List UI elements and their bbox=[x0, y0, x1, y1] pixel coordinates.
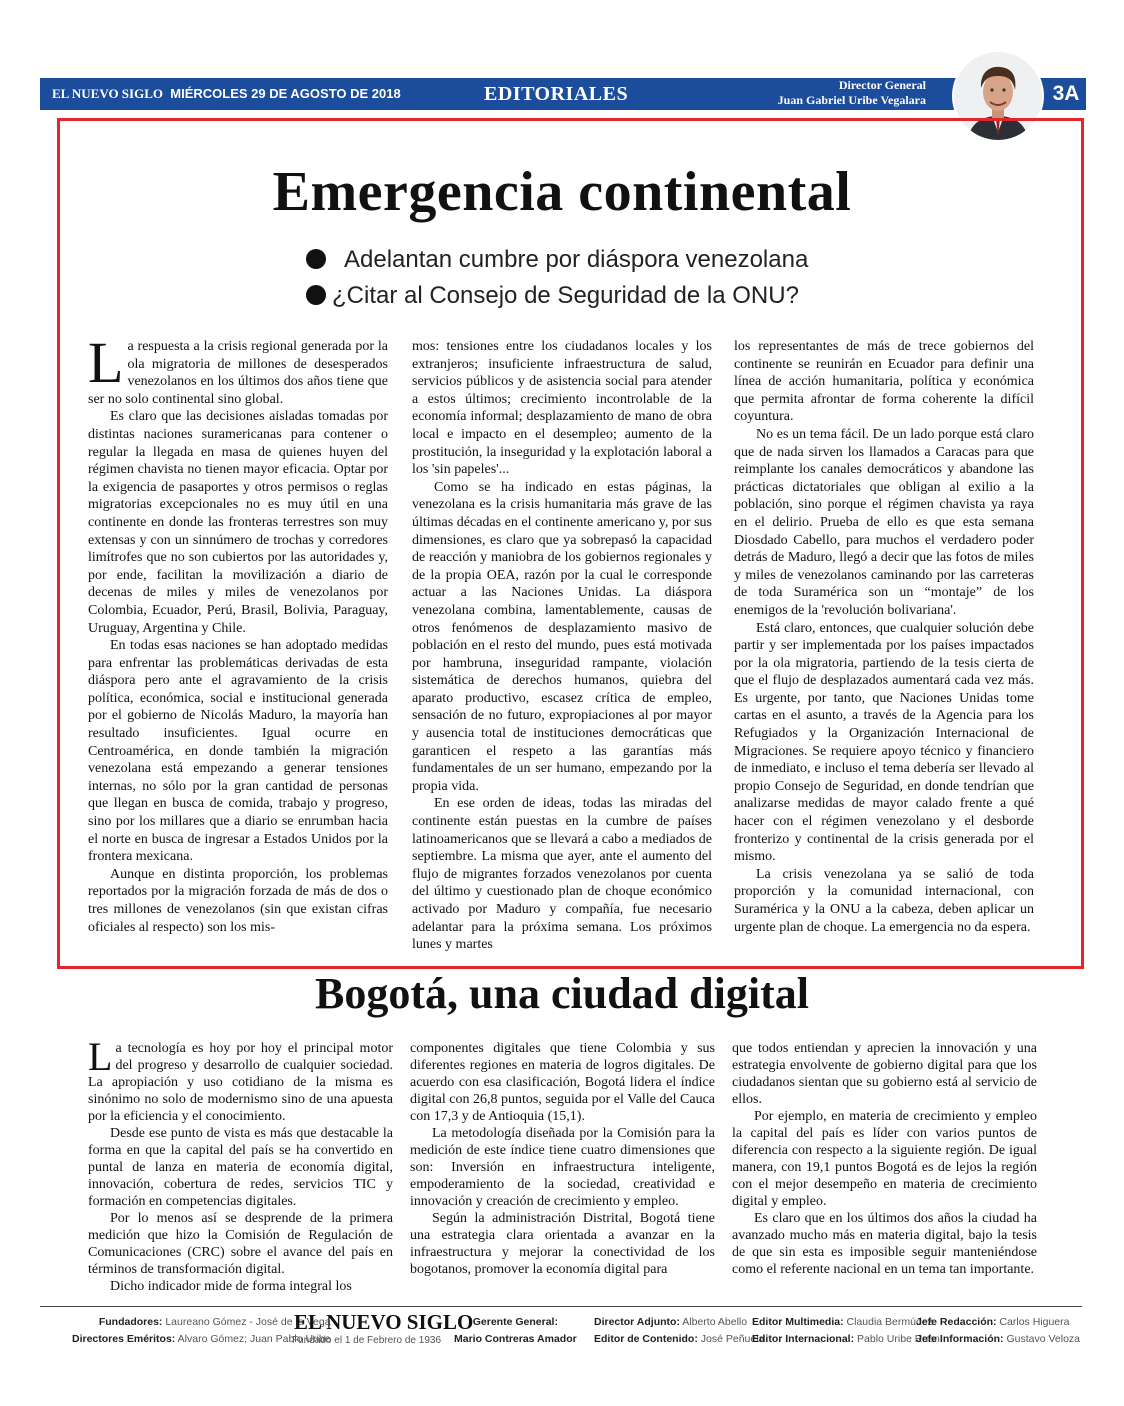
article-1-column-1 bbox=[88, 330, 388, 936]
drop-cap: L bbox=[88, 1034, 113, 1079]
paragraph: La respuesta a la crisis regional generada por la ola migratoria de millones de desesperados venezolanos en los últimos dos años tiene que ser no solo continental sino global. bbox=[88, 330, 388, 407]
director-name: Juan Gabriel Uribe Vegalara bbox=[777, 93, 926, 107]
bullet-item: Adelantan cumbre por diáspora venezolana bbox=[306, 242, 808, 278]
paragraph: Aunque en distinta proporción, los problemas reportados por la migración forzada de más de dos o tres millones de venezolanos (sin que existan cifras oficiales al respecto) son los mis- bbox=[88, 866, 388, 935]
article-1-column-3 bbox=[734, 338, 1034, 936]
paragraph: En todas esas naciones se han adoptado medidas para enfrentar las problemáticas derivadas de esta diáspora pero ante el agravamiento de la crisis política, económica, social e institucional generada por el gobierno de Nicolás Maduro, la mayoría han resultado insuficientes. Igual ocurre en Centroamérica, en donde también la migración venezolana está empezando a generar tensiones internas, no sólo por la gran cantidad de personas que llegan en busca de comida, trabajo y progreso, sino por los millares que a diario se enrumban hacia el norte en busca de ingresar a Estados Unidos por la frontera mexicana. bbox=[88, 638, 388, 865]
article-1-title: Emergencia continental bbox=[272, 161, 852, 223]
paragraph: Según la administración Distrital, Bogotá tiene una estrategia clara orientada a avanzar en la infraestructura y mejorar la conectividad de los bogotanos, promover la economía digital para bbox=[410, 1211, 715, 1277]
paragraph: La metodología diseñada por la Comisión para la medición de este índice tiene cuatro dimensiones que son: Inversión en infraestructura inteligente, empoderamiento de la sociedad, creatividad e innovación y creación de crecimiento y empleo. bbox=[410, 1126, 715, 1209]
page-number: 3A bbox=[1052, 82, 1080, 105]
drop-cap: L bbox=[88, 330, 124, 395]
founded-date: Fundado el 1 de Febrero de 1936 bbox=[292, 1335, 441, 1346]
paragraph: mos: tensiones entre los ciudadanos locales y los extranjeros; insuficiente infraestructura de salud, servicios públicos y de asistencia social para atender a estos últimos; crecimiento incontrolable de la economía informal; desplazamiento de mano de obra local e impacto en el desempleo; aumento de la prostitución, la inseguridad y la explotación laboral a los 'sin papeles'... bbox=[412, 339, 712, 478]
director-credit bbox=[744, 78, 926, 108]
paragraph: En ese orden de ideas, todas las miradas del continente están puestas en la cumbre de países latinoamericanos que se llevará a cabo a mediados de septiembre. La misma que ayer, ante el aumento del flujo de migrantes forzados venezolanos por cuenta del último y cuestionado plan de choque económico activado por Maduro y compañía, fue necesario adelantar para la próxima semana. Los próximos lunes y martes bbox=[412, 796, 712, 953]
paragraph: Es claro que las decisiones aisladas tomadas por distintas naciones suramericanas para contener o regular la llegada en masa de quienes huyen del régimen chavista no tienen mayor eficacia. Optar por la exigencia de pasaportes y otros permisos o reglas migratorias excepcionales no es muy útil en una continente en donde las fronteras terrestres son muy extensas y con un sinnúmero de trochas y corredores limítrofes que no son cubiertos por las autoridades y, por ende, facilitan la movilización a diario de decenas de miles y miles de venezolanos por Colombia, Ecuador, Perú, Brasil, Bolivia, Paraguay, Uruguay, Argentina y Chile. bbox=[88, 409, 388, 636]
paragraph: los representantes de más de trece gobiernos del continente se reunirán en Ecuador para definir una línea de acción humanitaria, política y económica que permita afrontar de forma coherente la difícil coyuntura. bbox=[734, 339, 1034, 425]
article-2-column-1 bbox=[88, 1034, 393, 1295]
header-date: MIÉRCOLES 29 DE AGOSTO DE 2018 bbox=[170, 86, 401, 101]
footer-editors-1: Director Adjunto: Alberto Abello Editor de Contenido: José Peñuela bbox=[594, 1316, 765, 1345]
paragraph: Desde ese punto de vista es más que destacable la forma en que la capital del país se ha convertido en puntal de lanza en materia de economía digital, innovación, cobertura de redes, servicios TIC y formación en competencias digitales. bbox=[88, 1126, 393, 1209]
header-newspaper: EL NUEVO SIGLO bbox=[52, 86, 163, 101]
article-2-title: Bogotá, una ciudad digital bbox=[315, 969, 809, 1018]
article-2-column-2 bbox=[410, 1040, 715, 1278]
header-dateline bbox=[52, 86, 401, 102]
paragraph: Es claro que en los últimos dos años la ciudad ha avanzado mucho más en materia digital, bajo la tesis de que sin esta es imposible seguir manteniéndose como el referente nacional en un tema tan importante. bbox=[732, 1211, 1037, 1277]
paragraph: Está claro, entonces, que cualquier solución debe partir y ser implementada por los países impactados por la ola migratoria, partiendo de la tesis cierta de que el flujo de desplazados aumentará cada vez más. Es urgente, por tanto, que Naciones Unidas tome cartas en el asunto, a través de la Agencia para los Refugiados y la Organización Internacional de Migraciones. Se requiere apoyo técnico y financiero de inmediato, e incluso el tema debería ser llevado al propio Consejo de Seguridad, en donde tendrían que analizarse medidas de mayor calado frente a qué hacer con el régimen venezolano y el desborde fronterizo y continental de la crisis generada por el mismo. bbox=[734, 620, 1034, 865]
footer-editors-2: Editor Multimedia: Claudia Bermúdez Editor Internacional: Pablo Uribe Ruan bbox=[752, 1316, 940, 1345]
paragraph: La tecnología es hoy por hoy el principal motor del progreso y desarrollo de cualquier sociedad. La apropiación y uso cotidiano de la misma es sinónimo no solo de modernismo sino de una apuesta por la eficiencia y el conocimiento. bbox=[88, 1034, 393, 1124]
bullet-dot-icon bbox=[306, 285, 326, 305]
footer-founders: Fundadores: Laureano Gómez - José de la Vega Directores Eméritos: Alvaro Gómez; Juan Pablo Uribe bbox=[72, 1316, 331, 1345]
director-title: Director General bbox=[838, 78, 926, 92]
bullet-dot-icon bbox=[306, 249, 326, 269]
paragraph: componentes digitales que tiene Colombia y sus diferentes regiones en materia de logros digitales. De acuerdo con esa clasificación, Bogotá lidera el índice digital con 26,8 puntos, seguida por el Valle del Cauca con 17,3 y de Antioquia (15,1). bbox=[410, 1041, 715, 1124]
paragraph: No es un tema fácil. De un lado porque está claro que de nada sirven los llamados a Caracas para que reimplante los canales democráticos y abandone las prácticas dictatoriales que obligan al exilio a la población, sino porque el régimen chavista ya raya en el delirio. Prueba de ello es que esta semana Diosdado Cabello, para muchos el verdadero poder detrás de Maduro, llegó a decir que las fotos de miles y miles de venezolanos caminando por las carreteras de toda Suramérica son un “montaje” de los enemigos de la 'revolución bolivariana'. bbox=[734, 426, 1034, 618]
paragraph: que todos entiendan y aprecien la innovación y una estrategia envolvente de gobierno digital para que los ciudadanos sientan que su gobierno está al servicio de ellos. bbox=[732, 1041, 1037, 1107]
section-title: EDITORIALES bbox=[484, 83, 629, 105]
article-1-column-2 bbox=[412, 338, 712, 954]
paragraph: Por lo menos así se desprende de la primera medición que hizo la Comisión de Regulación de Comunicaciones (CRC) sobre el avance del país en términos de transformación digital. bbox=[88, 1211, 393, 1277]
paragraph: La crisis venezolana ya se salió de toda proporción y la comunidad internacional, con Suramérica y la ONU a la cabeza, deben aplicar un urgente plan de choque. La emergencia no da espera. bbox=[734, 866, 1034, 935]
paragraph: Como se ha indicado en estas páginas, la venezolana es la crisis humanitaria más grave de las últimas décadas en el continente americano y, por sus dimensiones, es claro que ya sobrepasó la capacidad de reacción y maniobra de los gobiernos regionales y de la propia OEA, razón por la cual le corresponde actuar a las Naciones Unidas. La diáspora venezolana combina, lamentablemente, causas de otros fenómenos de desplazamiento masivo de población en el resto del mundo, pues está motivada por hambruna, inseguridad rampante, violación sistemática de derechos humanos, quiebra del aparato productivo, escasez crítica de empleo, sensación de no futuro, expropiaciones al por mayor y ausencia total de instituciones democráticas que garanticen el respeto a las garantías más fundamentales de un ser humano, empezando por la propia vida. bbox=[412, 479, 712, 794]
footer-rule bbox=[40, 1306, 1082, 1307]
article-1-bullets bbox=[306, 242, 808, 314]
article-2-column-3 bbox=[732, 1040, 1037, 1278]
paragraph: Por ejemplo, en materia de crecimiento y empleo la capital del país es líder con varios puntos de diferencia con respecto a la siguiente región. De igual manera, con 19,1 puntos Bogotá es de lejos la región con el mejor desempeño en materia de crecimiento digital y empleo. bbox=[732, 1109, 1037, 1209]
bullet-item: ¿Citar al Consejo de Seguridad de la ONU? bbox=[306, 278, 808, 314]
paragraph: Dicho indicador mide de forma integral los bbox=[110, 1279, 352, 1294]
footer-manager: Gerente General: Mario Contreras Amador bbox=[454, 1316, 577, 1345]
newspaper-logo: EL NUEVO SIGLO bbox=[294, 1310, 474, 1334]
footer-editors-3: Jefe Redacción: Carlos Higuera Jefe Información: Gustavo Veloza bbox=[916, 1316, 1080, 1345]
